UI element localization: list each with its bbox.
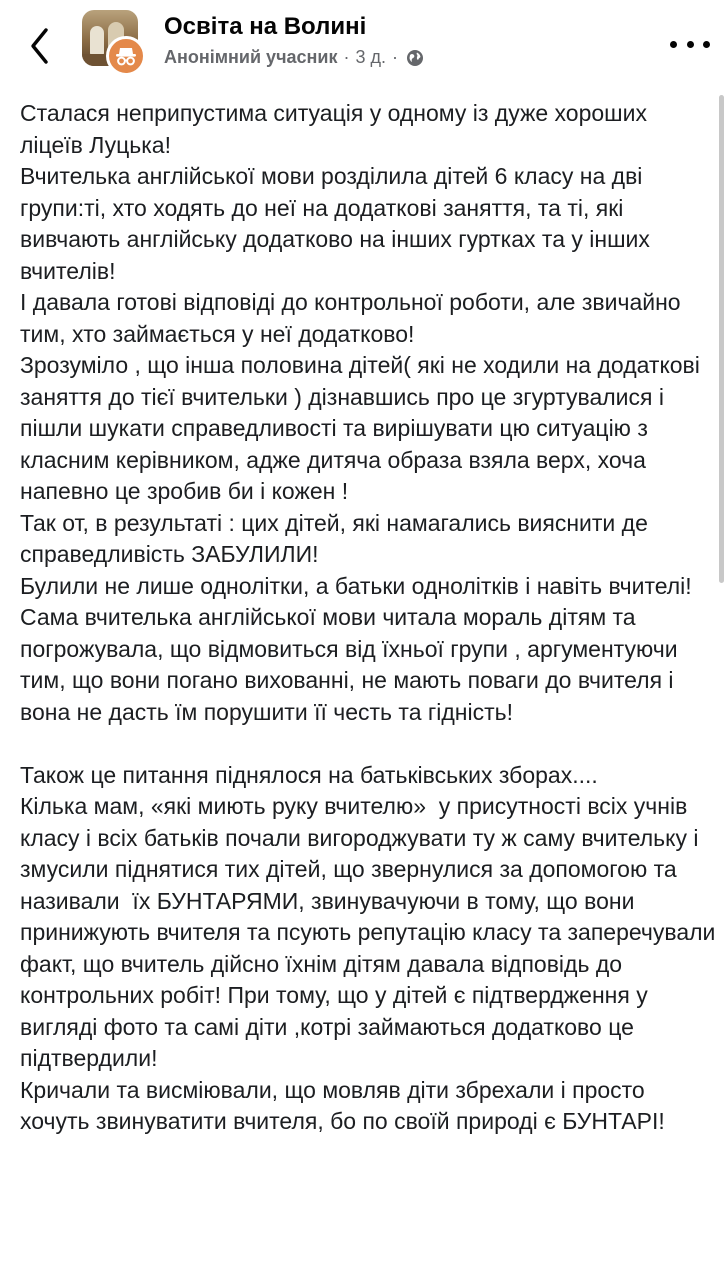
group-name[interactable]: Освіта на Волині	[164, 13, 367, 40]
anonymous-icon	[106, 36, 146, 76]
group-avatar[interactable]	[82, 10, 154, 72]
post-meta	[164, 47, 424, 68]
back-button[interactable]	[22, 24, 62, 68]
meta-separator: ·	[343, 47, 350, 67]
chevron-left-icon	[22, 24, 62, 68]
more-dot	[703, 41, 710, 48]
globe-icon	[406, 49, 424, 67]
author-name: Анонімний учасник	[164, 47, 338, 67]
more-dot	[687, 41, 694, 48]
post-time[interactable]: 3 д.	[355, 47, 387, 67]
more-options-button[interactable]	[670, 32, 710, 56]
scrollbar[interactable]	[719, 95, 724, 583]
meta-separator-2: ·	[392, 47, 399, 67]
post-body-text: Сталася неприпустима ситуація у одному із дуже хороших ліцеїв Луцька! Вчителька англійської мови розділила дітей 6 класу на дві групи:ті, хто ходять до неї на додаткові заняття, та ті, які вивчають англійську додатково на інших гуртках та у інших вчителів! І давала готові відповіді до контрольної роботи, але звичайно тим, хто займається у неї додатково! Зрозуміло , що інша половина дітей( які не ходили на додаткові заняття до тієї вчительки ) дізнавшись про це згуртувалися і пішли шукати справедливості та вирішувати цю ситуацію з класним керівником, адже дитяча образа взяла верх, хоча напевно це зробив би і кожен ! Так от, в результаті : цих дітей, які намагались вияснити де справедливість ЗАБУЛИЛИ! Булили не лише однолітки, а батьки однолітків і навіть вчителі! Сама вчителька англійської мови читала мораль дітям та погрожувала, що відмовиться від їхньої групи , аргументуючи тим, що вони погано вихованні, не мають поваги до вчителя і вона не дасть їм порушити її честь та гідність! Також це питання піднялося на батьківських зборах.... Кілька мам, «які миють руку вчителю» у присутності всіх учнів класу і всіх батьків почали вигороджувати ту ж саму вчительку і змусили піднятися тих дітей, що звернулися за допомогою та називали їх БУНТАРЯМИ, звинувачуючи в тому, що вони принижують вчителя та псують репутацію класу та заперечували факт, що вчитель дійсно їхнім дітям давала відповідь до контрольних робіт! При тому, що у дітей є підтвердження у вигляді фото та самі діти ,котрі займаються додатково це підтвердили! Кричали та висміювали, що мовляв діти збрехали і просто хочуть звинуватити вчителя, бо по своїй природі є БУНТАРІ!	[20, 100, 716, 1134]
more-dot	[670, 41, 677, 48]
post-header	[0, 0, 728, 92]
